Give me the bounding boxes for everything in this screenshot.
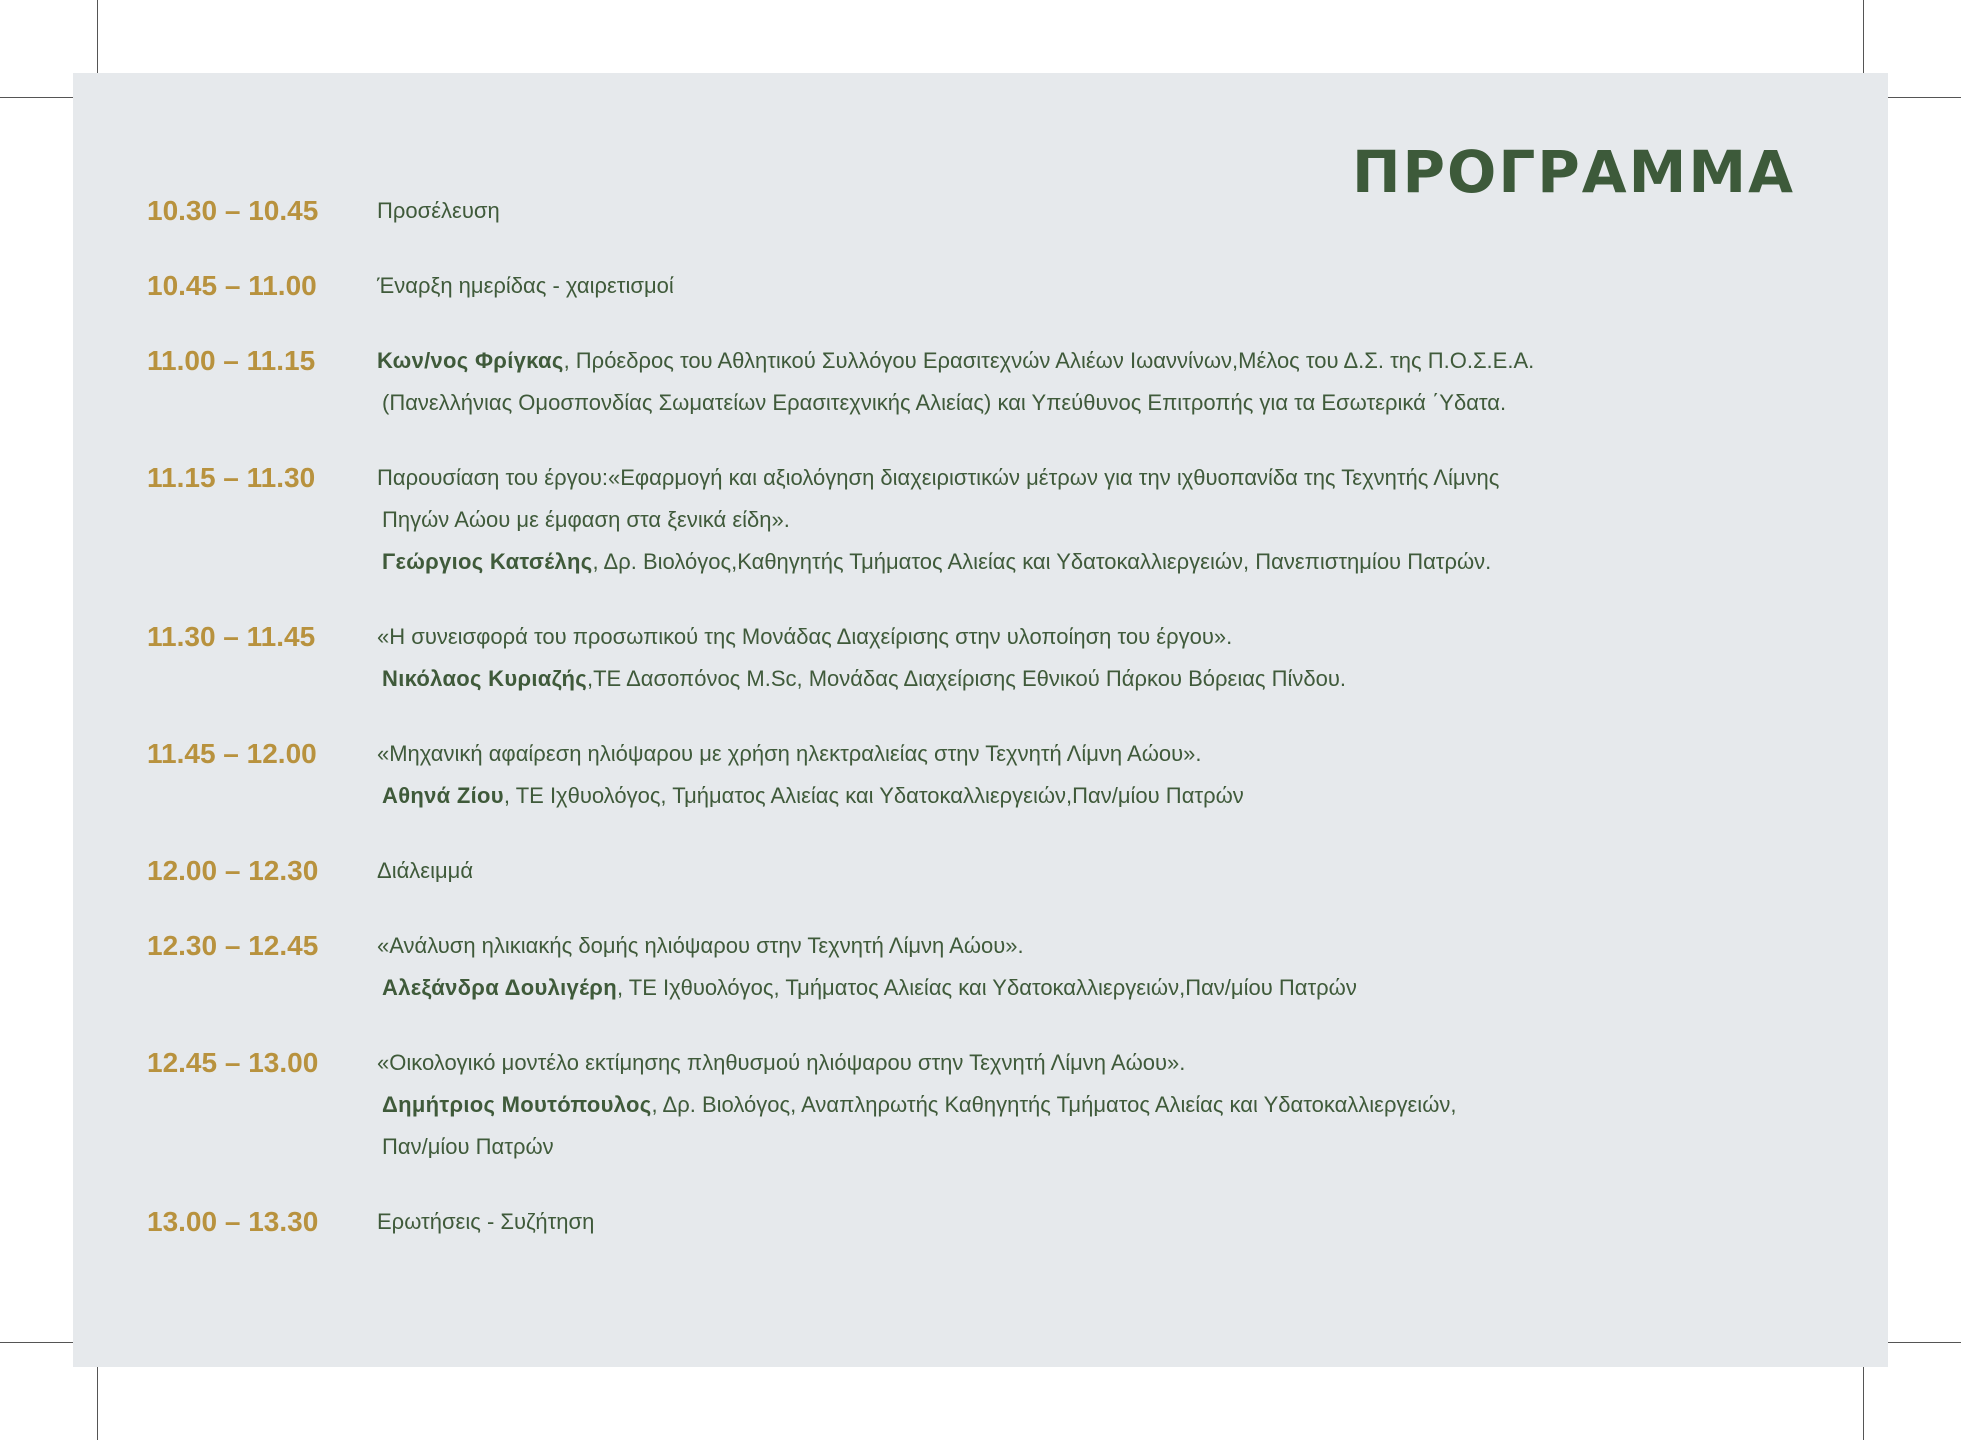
session-line	[377, 775, 1867, 817]
session-time: 11.30 – 11.45	[147, 621, 316, 652]
session-line	[377, 340, 1867, 382]
page-title: ΠΡΟΓΡΑΜΜΑ	[1351, 138, 1795, 206]
session-line	[377, 382, 1867, 424]
session-line	[377, 190, 1867, 232]
session-time: 11.15 – 11.30	[147, 462, 316, 493]
session-text: , ΤΕ Ιχθυολόγος, Τμήματος Αλιείας και Υδατοκαλλιεργειών,Παν/μίου Πατρών	[503, 783, 1244, 808]
schedule-item	[147, 457, 1867, 583]
session-line	[377, 925, 1867, 967]
speaker-name: Δημήτριος Μουτόπουλος	[382, 1092, 652, 1117]
session-text: , Πρόεδρος του Αθλητικού Συλλόγου Ερασιτεχνών Αλιέων Ιωαννίνων,Μέλος του Δ.Σ. της Π.Ο.Σ.Ε.Α.	[563, 348, 1535, 373]
schedule-list	[147, 190, 1867, 1276]
session-line	[377, 733, 1867, 775]
session-time: 12.30 – 12.45	[147, 930, 319, 961]
crop-mark-bottom-left-vertical	[97, 1360, 98, 1440]
session-details	[377, 1042, 1867, 1168]
schedule-item	[147, 1042, 1867, 1168]
program-card	[73, 73, 1888, 1367]
session-details	[377, 340, 1867, 424]
schedule-item	[147, 1201, 1867, 1243]
session-line	[377, 499, 1867, 541]
session-line	[377, 541, 1867, 583]
session-line	[377, 967, 1867, 1009]
session-text: Παρουσίαση του έργου:«Εφαρμογή και αξιολόγηση διαχειριστικών μέτρων για την ιχθυοπανίδα της Τεχνητής Λίμνης	[377, 465, 1500, 490]
session-line	[377, 850, 1867, 892]
schedule-item	[147, 265, 1867, 307]
session-text: (Πανελλήνιας Ομοσπονδίας Σωματείων Ερασιτεχνικής Αλιείας) και Υπεύθυνος Επιτροπής για τα Εσωτερικά ΄Υδατα.	[382, 390, 1507, 415]
session-details	[377, 733, 1867, 817]
session-time: 10.45 – 11.00	[147, 270, 317, 301]
session-text: Παν/μίου Πατρών	[382, 1134, 554, 1159]
session-text: «Ανάλυση ηλικιακής δομής ηλιόψαρου στην Τεχνητή Λίμνη Αώου».	[377, 933, 1024, 958]
crop-mark-top-right-horizontal	[1881, 97, 1961, 98]
session-details	[377, 616, 1867, 700]
schedule-item	[147, 340, 1867, 424]
session-details	[377, 850, 1867, 892]
session-text: , Δρ. Βιολόγος, Αναπληρωτής Καθηγητής Τμήματος Αλιείας και Υδατοκαλλιεργειών,	[651, 1092, 1457, 1117]
session-time: 11.45 – 12.00	[147, 738, 317, 769]
crop-mark-bottom-right-vertical	[1863, 1360, 1864, 1440]
session-text: Προσέλευση	[377, 198, 500, 223]
session-text: Διάλειμμά	[377, 858, 474, 883]
session-line	[377, 265, 1867, 307]
session-details	[377, 265, 1867, 307]
crop-mark-bottom-right-horizontal	[1881, 1342, 1961, 1343]
session-text: «Η συνεισφορά του προσωπικού της Μονάδας Διαχείρισης στην υλοποίηση του έργου».	[377, 624, 1233, 649]
crop-mark-top-left-horizontal	[0, 97, 80, 98]
session-details	[377, 457, 1867, 583]
session-line	[377, 1084, 1867, 1126]
session-text: ,ΤΕ Δασοπόνος M.Sc, Μονάδας Διαχείρισης Εθνικού Πάρκου Βόρειας Πίνδου.	[586, 666, 1347, 691]
speaker-name: Νικόλαος Κυριαζής	[382, 666, 587, 691]
schedule-item	[147, 925, 1867, 1009]
session-line	[377, 616, 1867, 658]
session-text: , ΤΕ Ιχθυολόγος, Τμήματος Αλιείας και Υδατοκαλλιεργειών,Παν/μίου Πατρών	[616, 975, 1357, 1000]
crop-mark-top-right-vertical	[1863, 0, 1864, 80]
session-details	[377, 1201, 1867, 1243]
speaker-name: Αλεξάνδρα Δουλιγέρη	[382, 975, 617, 1000]
speaker-name: Κων/νος Φρίγκας	[377, 348, 564, 373]
session-details	[377, 925, 1867, 1009]
schedule-item	[147, 850, 1867, 892]
schedule-item	[147, 190, 1867, 232]
session-text: Ερωτήσεις - Συζήτηση	[377, 1209, 595, 1234]
crop-mark-bottom-left-horizontal	[0, 1342, 80, 1343]
session-text: , Δρ. Βιολόγος,Καθηγητής Τμήματος Αλιείας και Υδατοκαλλιεργειών, Πανεπιστημίου Πατρών.	[592, 549, 1492, 574]
schedule-item	[147, 733, 1867, 817]
session-time: 13.00 – 13.30	[147, 1206, 319, 1237]
session-text: «Οικολογικό μοντέλο εκτίμησης πληθυσμού ηλιόψαρου στην Τεχνητή Λίμνη Αώου».	[377, 1050, 1186, 1075]
session-line	[377, 457, 1867, 499]
crop-mark-top-left-vertical	[97, 0, 98, 80]
schedule-item	[147, 616, 1867, 700]
speaker-name: Αθηνά Ζίου	[382, 783, 504, 808]
session-details	[377, 190, 1867, 232]
session-time: 11.00 – 11.15	[147, 345, 316, 376]
session-line	[377, 1201, 1867, 1243]
session-line	[377, 1042, 1867, 1084]
session-text: Πηγών Αώου με έμφαση στα ξενικά είδη».	[382, 507, 790, 532]
session-time: 10.30 – 10.45	[147, 195, 319, 226]
session-text: Έναρξη ημερίδας - χαιρετισμοί	[377, 273, 674, 298]
session-line	[377, 1126, 1867, 1168]
session-time: 12.00 – 12.30	[147, 855, 319, 886]
session-text: «Μηχανική αφαίρεση ηλιόψαρου με χρήση ηλεκτραλιείας στην Τεχνητή Λίμνη Αώου».	[377, 741, 1202, 766]
speaker-name: Γεώργιος Κατσέλης	[382, 549, 593, 574]
session-line	[377, 658, 1867, 700]
session-time: 12.45 – 13.00	[147, 1047, 319, 1078]
